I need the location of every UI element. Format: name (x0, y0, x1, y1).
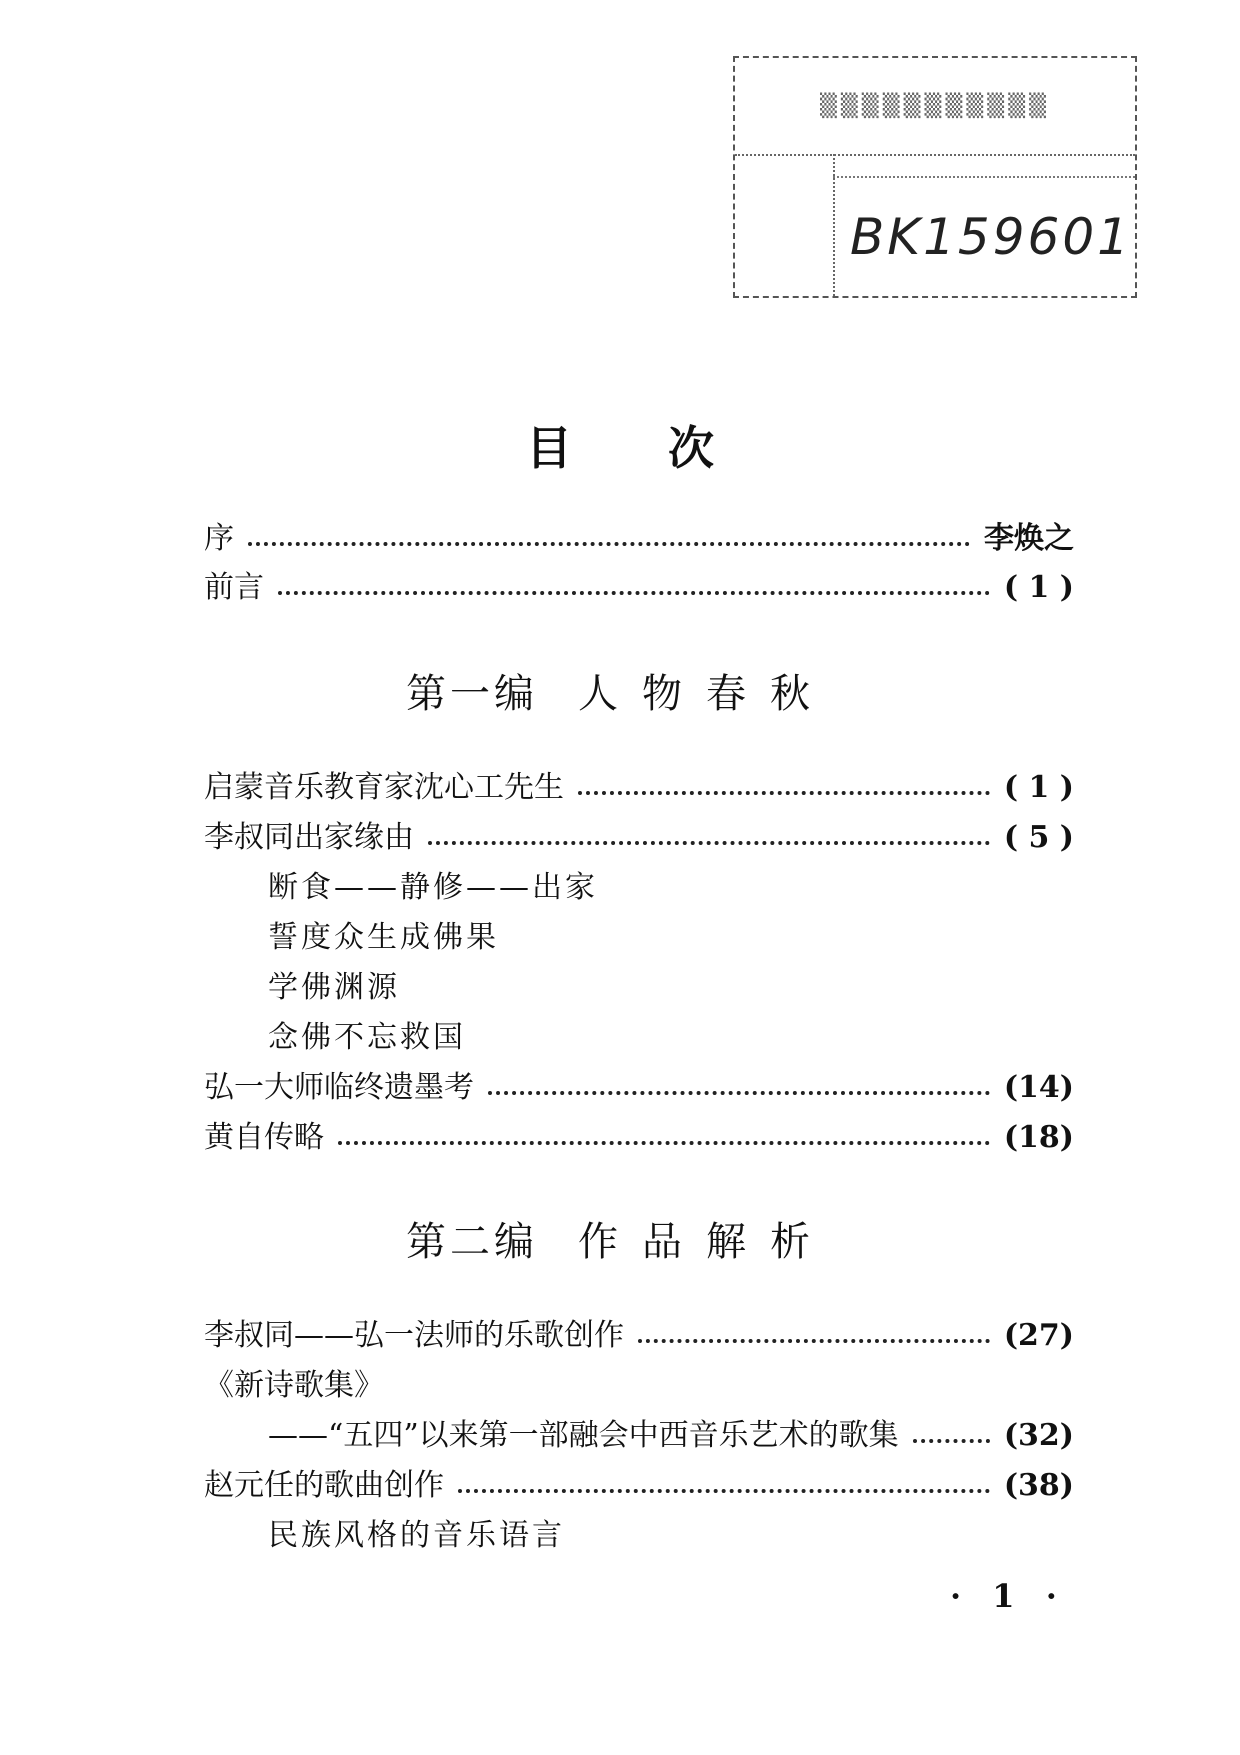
toc-entry[interactable] (204, 768, 1074, 808)
part-heading-1 (0, 662, 1240, 719)
toc-entry[interactable] (204, 1466, 1074, 1506)
toc-entry-title[interactable]: 《新诗歌集》 (204, 1368, 384, 1403)
toc-entry-page: ( 5 ) (1003, 820, 1074, 855)
toc-leader (278, 591, 990, 595)
stamp-divider-horizontal (833, 176, 1135, 178)
page-title-left: 目 (526, 421, 572, 475)
page-title (0, 412, 1240, 478)
stamp-header-area: ▒▒▒▒▒▒▒▒▒▒▒ (735, 58, 1135, 156)
toc-subentry: 誓度众生成佛果 (268, 920, 499, 955)
library-stamp (733, 56, 1137, 298)
stamp-call-number: BK159601 (850, 208, 1132, 266)
toc-leader (458, 1489, 990, 1493)
toc-leader (338, 1141, 990, 1145)
toc-entry-title: 赵元任的歌曲创作 (204, 1468, 444, 1503)
toc-entry-page: (14) (1003, 1070, 1074, 1105)
page-title-right: 次 (668, 421, 714, 475)
toc-entry[interactable] (268, 1416, 1074, 1456)
toc-subentry: 念佛不忘救国 (268, 1020, 466, 1055)
toc-leader (638, 1339, 990, 1343)
page-number: · 1 · (950, 1577, 1067, 1615)
part-name: 作品解析 (578, 1219, 834, 1265)
toc-entry-title: 李叔同出家缘由 (204, 820, 414, 855)
toc-entry-page: (38) (1003, 1468, 1074, 1503)
toc-entry-preface[interactable] (204, 519, 1074, 559)
toc-leader (578, 791, 990, 795)
toc-leader (248, 542, 970, 546)
part-heading-2 (0, 1210, 1240, 1267)
toc-entry-page: (18) (1003, 1120, 1074, 1155)
toc-entry-title: 黄自传略 (204, 1120, 324, 1155)
part-label: 第一编 (406, 671, 538, 717)
toc-entry-title: 前言 (204, 570, 264, 605)
toc-leader (428, 841, 990, 845)
toc-entry-page: (27) (1003, 1318, 1074, 1353)
toc-leader (488, 1091, 990, 1095)
toc-subentry: 民族风格的音乐语言 (268, 1518, 565, 1553)
toc-entry-title: ——“五四”以来第一部融会中西音乐艺术的歌集 (268, 1418, 899, 1453)
toc-entry-title: 李叔同——弘一法师的乐歌创作 (204, 1318, 624, 1353)
toc-entry-page: 李焕之 (984, 521, 1074, 556)
toc-entry-page: ( 1 ) (1003, 770, 1074, 805)
toc-leader (913, 1439, 990, 1443)
toc-entry-title: 序 (204, 521, 234, 556)
toc-entry-page: ( 1 ) (1003, 570, 1074, 605)
part-label: 第二编 (406, 1219, 538, 1265)
toc-subentry: 断食——静修——出家 (268, 870, 598, 905)
toc-entry[interactable] (204, 1316, 1074, 1356)
toc-entry-title: 弘一大师临终遗墨考 (204, 1070, 474, 1105)
toc-entry[interactable] (204, 818, 1074, 858)
toc-subentry: 学佛渊源 (268, 970, 400, 1005)
toc-entry[interactable] (204, 1068, 1074, 1108)
part-name: 人物春秋 (578, 671, 834, 717)
toc-entry-title: 启蒙音乐教育家沈心工先生 (204, 770, 564, 805)
toc-entry[interactable] (204, 1118, 1074, 1158)
toc-entry-page: (32) (1003, 1418, 1074, 1453)
toc-entry-foreword[interactable] (204, 568, 1074, 608)
